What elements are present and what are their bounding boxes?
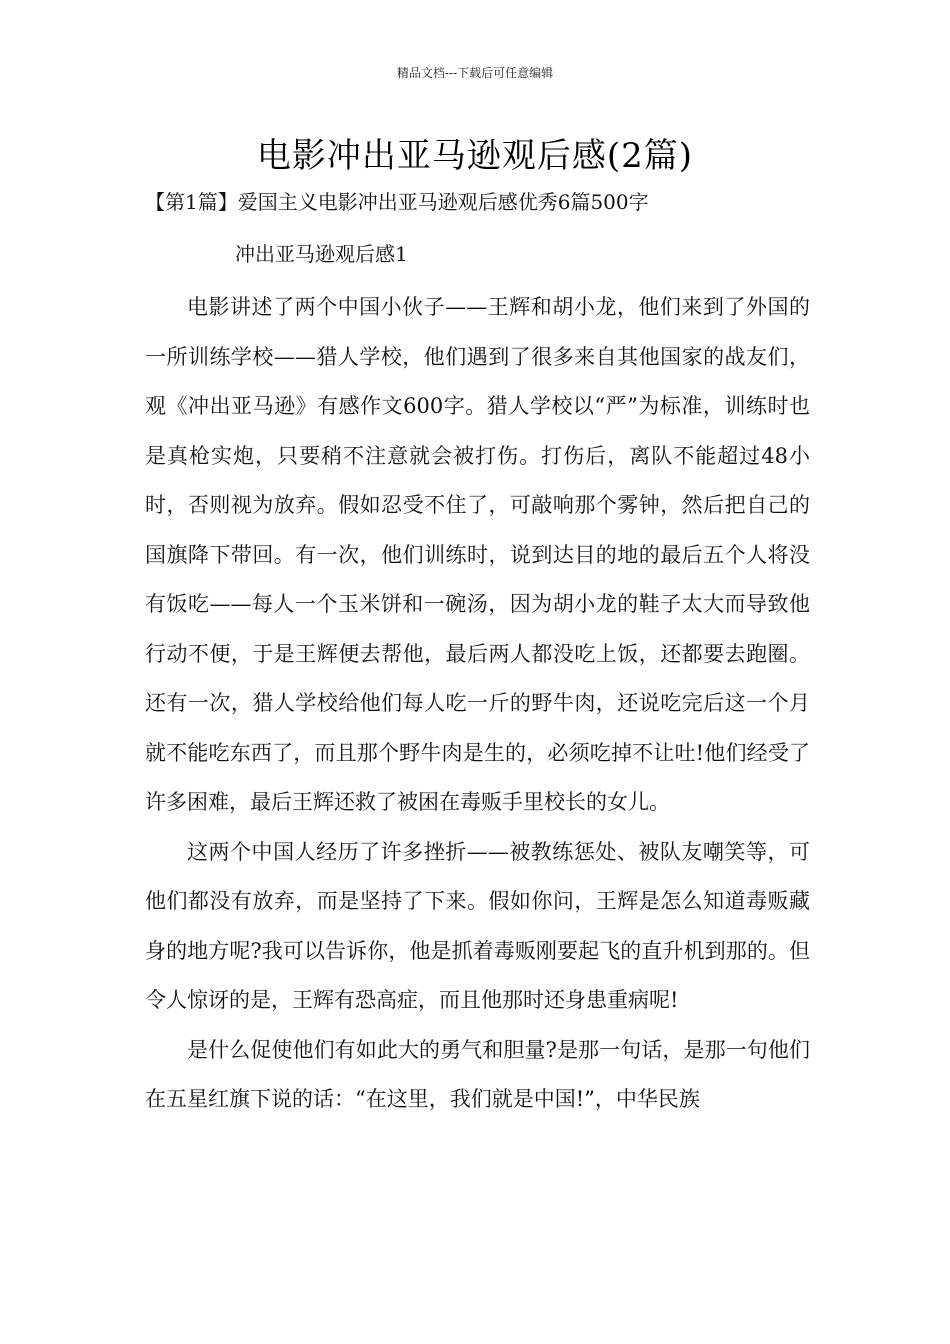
paragraph-1: 电影讲述了两个中国小伙子——王辉和胡小龙，他们来到了外国的一所训练学校——猎人学校，他们遇到了很多来自其他国家的战友们，观《冲出亚马逊》有感作文600字。猎人学校以“严”为标准，训练时也是真枪实炮，只要稍不注意就会被打伤。打伤后，离队不能超过48小时，否则视为放弃。假如忍受不住了，可敲响那个雾钟，然后把自己的国旗降下带回。有一次，他们训练时，说到达目的地的最后五个人将没有饭吃——每人一个玉米饼和一碗汤，因为胡小龙的鞋子太大而导致他行动不便，于是王辉便去帮他，最后两人都没吃上饭，还都要去跑圈。还有一次，猎人学校给他们每人吃一斤的野牛肉，还说吃完后这一个月就不能吃东西了，而且那个野牛肉是生的，必须吃掉不让吐!他们经受了许多困难，最后王辉还救了被困在毒贩手里校长的女儿。 (145, 295, 810, 814)
article-body (145, 283, 810, 1125)
header-note: 精品文档---下载后可任意编辑 (396, 66, 554, 80)
paragraph-3: 是什么促使他们有如此大的勇气和胆量?是那一句话，是那一句他们在五星红旗下说的话：“在这里，我们就是中国!”，中华民族 (145, 1037, 810, 1111)
paragraph-2: 这两个中国人经历了许多挫折——被教练惩处、被队友嘲笑等，可他们都没有放弃，而是坚持了下来。假如你问，王辉是怎么知道毒贩藏身的地方呢?我可以告诉你，他是抓着毒贩刚要起飞的直升机到那的。但令人惊讶的是，王辉有恐高症，而且他那时还身患重病呢! (145, 839, 810, 1012)
article-subtitle: 【第1篇】爱国主义电影冲出亚马逊观后感优秀6篇500字 (145, 190, 649, 214)
section-heading: 冲出亚马逊观后感1 (235, 242, 408, 266)
document-title: 电影冲出亚马逊观后感(2篇) (256, 136, 694, 176)
